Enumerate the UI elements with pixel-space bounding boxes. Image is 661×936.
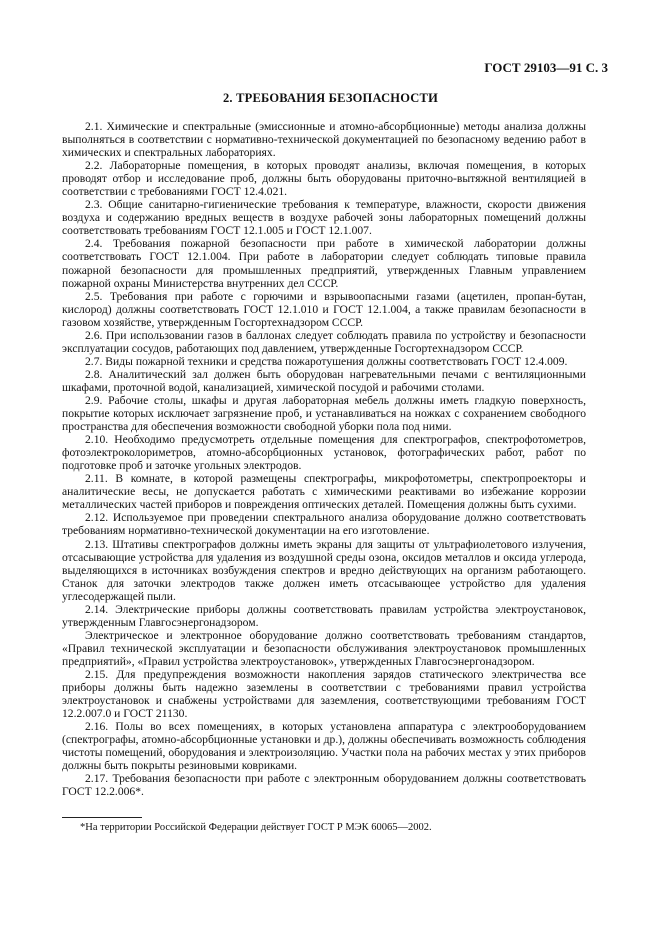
paragraph-2-17: 2.17. Требования безопасности при работе с электронным оборудованием должны соответствовать ГОСТ 12.2.006*. <box>62 772 586 799</box>
paragraph-2-4: 2.4. Требования пожарной безопасности при работе в химической лаборатории должны соответствовать ГОСТ 12.1.004. При работе в лаборатории следует соблюдать типовые правила пожарной безопасности для промышленных предприятий, утвержденных Главным управлением пожарной охраны Министерства внутренних дел СССР. <box>62 237 586 290</box>
paragraph-2-2: 2.2. Лабораторные помещения, в которых проводят анализы, включая помещения, в которых проводят отбор и исследование проб, должны быть оборудованы приточно-вытяжной вентиляцией в соответствии с требованиями ГОСТ 12.4.021. <box>62 159 586 199</box>
paragraph-2-6: 2.6. При использовании газов в баллонах следует соблюдать правила по устройству и безопасности эксплуатации сосудов, работающих под давлением, утвержденные Госгортехнадзором СССР. <box>62 328 586 355</box>
footnote: *На территории Российской Федерации действует ГОСТ Р МЭК 60065—2002. <box>80 822 432 833</box>
paragraph-2-14: 2.14. Электрические приборы должны соответствовать правилам устройства электроустановок, утвержденным Главгосэнергонадзором. <box>62 602 586 629</box>
section-title: 2. ТРЕБОВАНИЯ БЕЗОПАСНОСТИ <box>222 91 438 105</box>
paragraph-2-1: 2.1. Химические и спектральные (эмиссионные и атомно-абсорбционные) методы анализа должны выполняться в соответствии с нормативно-технической документацией по безопасному ведению работ в химических и спектральных лабораториях. <box>62 120 586 160</box>
paragraph-2-11: 2.11. В комнате, в которой размещены спектрографы, микрофотометры, спектропроекторы и аналитические весы, не допускается работать с химическими реактивами во избежание коррозии металлических частей приборов и повреждения оптических деталей. Помещения должны быть сухими. <box>62 472 586 512</box>
paragraph-2-14-continued: Электрическое и электронное оборудование должно соответствовать требованиям стандартов, «Правил технической эксплуатации и безопасности обслуживания электроустановок промышленных предприятий», «Правил устройства электроустановок», утвержденных Главгосэнергонадзором. <box>62 628 586 668</box>
paragraph-2-13: 2.13. Штативы спектрографов должны иметь экраны для защиты от ультрафиолетового излучения, отсасывающие устройства для удаления из воздушной среды озона, оксидов металлов и оксида углерода, выделяющихся в источниках возбуждения спектров и вредно действующих на организм работающего. Станок для заточки электродов также должен иметь отсасывающее устройство для удаления углесодержащей пыли. <box>62 537 586 603</box>
paragraph-2-9: 2.9. Рабочие столы, шкафы и другая лабораторная мебель должны иметь гладкую поверхность, покрытие которых исключает загрязнение проб, и устанавливаться на ножках с сохранением свободного пространства для обеспечения возможности свободной уборки пола под ними. <box>62 393 586 434</box>
footnote-divider <box>62 817 142 818</box>
section-body <box>62 120 586 798</box>
running-header: ГОСТ 29103—91 С. 3 <box>484 60 608 75</box>
paragraph-2-12: 2.12. Используемое при проведении спектрального анализа оборудование должно соответствовать требованиям нормативно-технической документации на его изготовление. <box>62 511 586 538</box>
paragraph-2-5: 2.5. Требования при работе с горючими и взрывоопасными газами (ацетилен, пропан-бутан, кислород) должны соответствовать ГОСТ 12.1.010 и ГОСТ 12.1.004, а также правилам безопасности в газовом хозяйстве, утвержденным Госгортехнадзором СССР. <box>62 289 586 329</box>
paragraph-2-10: 2.10. Необходимо предусмотреть отдельные помещения для спектрографов, спектрофотометров, фотоэлектроколориметров, атомно-абсорбционных установок, фотографических работ, работ по подготовке проб и заточке угольных электродов. <box>62 433 586 473</box>
paragraph-2-15: 2.15. Для предупреждения возможности накопления зарядов статического электричества все приборы должны быть надежно заземлены в соответствии с требованиями правил устройства электроустановок и снабжены устройствами для заземления, соответствующими требованиям ГОСТ 12.2.007.0 и ГОСТ 21130. <box>62 667 586 721</box>
paragraph-2-8: 2.8. Аналитический зал должен быть оборудован нагревательными печами с вентиляционными шкафами, проточной водой, канализацией, химической посудой и рабочими столами. <box>62 367 586 394</box>
paragraph-2-3: 2.3. Общие санитарно-гигиенические требования к температуре, влажности, скорости движения воздуха и содержанию вредных веществ в воздухе рабочей зоны лабораторных помещений должны соответствовать требованиям ГОСТ 12.1.005 и ГОСТ 12.1.007. <box>62 198 586 238</box>
paragraph-2-7: 2.7. Виды пожарной техники и средства пожаротушения должны соответствовать ГОСТ 12.4.009. <box>85 354 568 368</box>
paragraph-2-16: 2.16. Полы во всех помещениях, в которых установлена аппаратура с электрооборудованием (спектрографы, атомно-абсорбционные установки и др.), должны обеспечивать возможность соблюдения чистоты помещений, оборудования и электроизоляцию. Участки пола на рабочих местах у этих приборов должны быть покрыты резиновыми ковриками. <box>62 720 586 773</box>
